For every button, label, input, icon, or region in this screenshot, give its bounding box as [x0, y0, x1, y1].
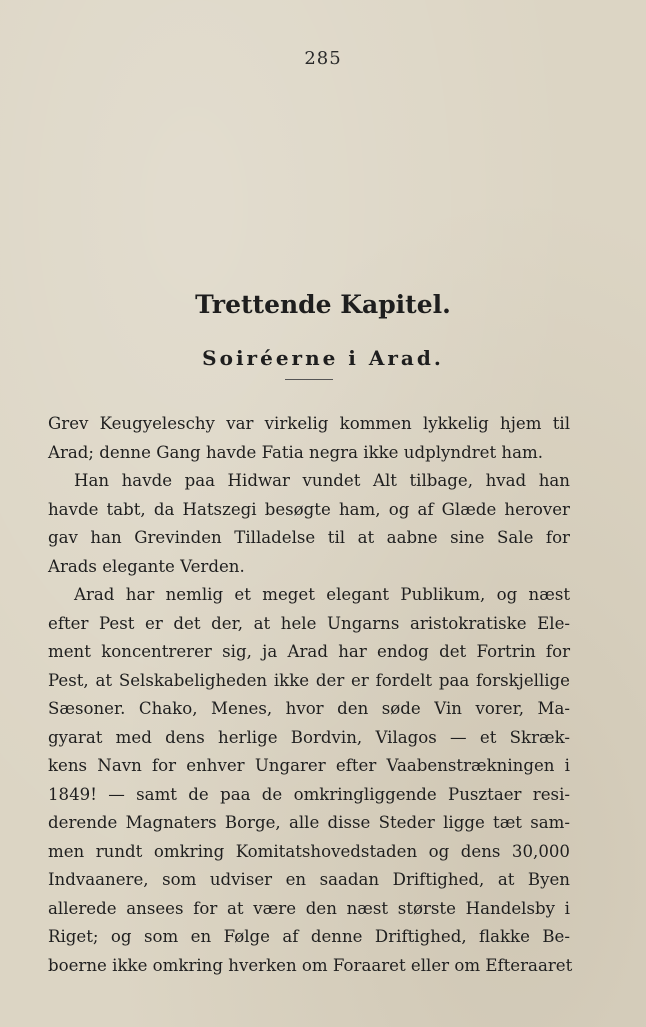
- text-line: Indvaanere, som udviser en saadan Driftighed, at Byen: [48, 870, 570, 889]
- text-line: Arads elegante Verden.: [48, 556, 245, 576]
- text-line: efter Pest er det der, at hele Ungarns aristokratiske Ele-: [48, 613, 570, 633]
- text-line: Pest, at Selskabeligheden ikke der er fordelt paa forskjellige: [48, 670, 570, 690]
- text-line: Sæsoner. Chako, Menes, hvor den søde Vin vorer, Ma-: [48, 699, 570, 718]
- text-line: Riget; og som en Følge af denne Driftighed, flakke Be-: [48, 927, 570, 946]
- chapter-subtitle: Soiréerne i Arad.: [202, 346, 444, 370]
- page-number: 285: [304, 48, 342, 69]
- subtitle-rule: [285, 379, 333, 380]
- text-line: Han havde paa Hidwar vundet Alt tilbage, hvad han: [74, 471, 570, 490]
- text-line: Arad har nemlig et meget elegant Publikum, og næst: [74, 585, 570, 604]
- text-line: derende Magnaters Borge, alle disse Steder ligge tæt sam-: [48, 813, 570, 832]
- text-line: havde tabt, da Hatszegi besøgte ham, og af Glæde herover: [48, 499, 570, 519]
- text-line: kens Navn for enhver Ungarer efter Vaabenstrækningen i: [48, 756, 570, 775]
- text-line: allerede ansees for at være den næst største Handelsby i: [48, 898, 570, 918]
- text-line: ment koncentrerer sig, ja Arad har endog det Fortrin for: [48, 642, 570, 661]
- text-line: boerne ikke omkring hverken om Foraaret eller om Efteraaret: [48, 955, 573, 975]
- text-line: Arad; denne Gang havde Fatia negra ikke udplyndret ham.: [48, 442, 543, 462]
- text-line: gav han Grevinden Tilladelse til at aabne sine Sale for: [48, 528, 570, 547]
- chapter-title: Trettende Kapitel.: [195, 290, 451, 319]
- text-line: 1849! — samt de paa de omkringliggende Pusztaer resi-: [48, 784, 570, 804]
- text-line: Grev Keugyeleschy var virkelig kommen lykkelig hjem til: [48, 414, 570, 433]
- text-line: gyarat med dens herlige Bordvin, Vilagos — et Skræk-: [48, 727, 570, 747]
- body-text: [48, 410, 573, 980]
- text-line: men rundt omkring Komitatshovedstaden og dens 30,000: [48, 841, 570, 861]
